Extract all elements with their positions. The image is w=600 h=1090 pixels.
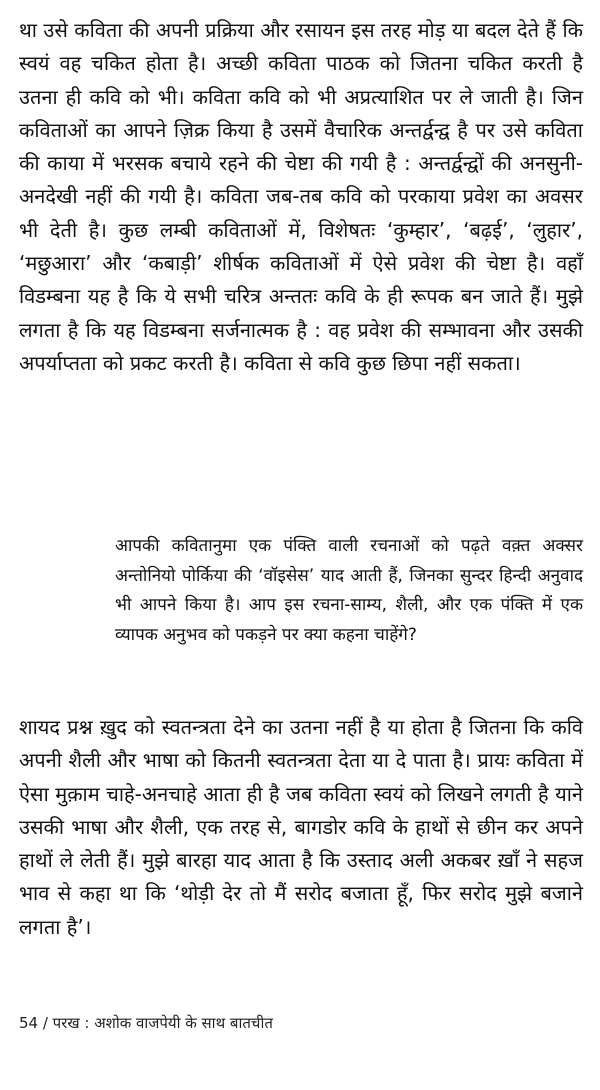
body-paragraph-1: था उसे कविता की अपनी प्रक्रिया और रसायन इस तरह मोड़ या बदल देते हैं कि स्वयं वह चकित होता है। अच्छी कविता पाठक को जितना चकित करती है उतना ही कवि को भी। कविता कवि को भी अप्रत्याशित पर ले जाती है। जिन कविताओं का आपने ज़िक्र किया है उसमें वैचारिक अन्तर्द्वन्द्व है पर उसे कविता की काया में भरसक बचाये रहने की चेष्टा की गयी है : अन्तर्द्वन्द्वों की अनसुनी-अनदेखी नहीं की गयी है। कविता जब-तब कवि को परकाया प्रवेश का अवसर भी देती है। कुछ लम्बी कविताओं में, विशेषतः ‘कुम्हार’, ‘बढ़ई’, ‘लुहार’, ‘मछुआरा’ और ‘कबाड़ी’ शीर्षक कविताओं में ऐसे प्रवेश की चेष्टा है। वहाँ विडम्बना यह है कि ये सभी चरित्र अन्ततः कवि के ही रूपक बन जाते हैं। मुझे लगता है कि यह विडम्बना सर्जनात्मक है : वह प्रवेश की सम्भावना और उसकी अपर्याप्तता को प्रकट करती है। कविता से कवि कुछ छिपा नहीं सकता।	[19, 18, 583, 375]
interview-question: आपकी कवितानुमा एक पंक्ति वाली रचनाओं को पढ़ते वक़्त अक्सर अन्तोनियो पोर्किया की ‘वॉइसेस’ याद आती हैं, जिनका सुन्दर हिन्दी अनुवाद भी आपने किया है। आप इस रचना-साम्य, शैली, और एक पंक्ति में एक व्यापक अनुभव को पकड़ने पर क्या कहना चाहेंगे?	[115, 536, 583, 645]
body-paragraph-answer: शायद प्रश्न ख़ुद को स्वतन्त्रता देने का उतना नहीं है या होता है जितना कि कवि अपनी शैली और भाषा को कितनी स्वतन्त्रता देता या दे पाता है। प्रायः कविता में ऐसा मुक़ाम चाहे-अनचाहे आता ही है जब कविता स्वयं को लिखने लगती है याने उसकी भाषा और शैली, एक तरह से, बागडोर कवि के हाथों से छीन कर अपने हाथों ले लेती हैं। मुझे बारहा याद आता है कि उस्ताद अली अकबर ख़ाँ ने सहज भाव से कहा था कि ‘थोड़ी देर तो मैं सरोद बजाता हूँ, फिर सरोद मुझे बजाने लगता है’।	[19, 715, 583, 939]
page-footer: 54 / परख : अशोक वाजपेयी के साथ बातचीत	[19, 1014, 273, 1032]
